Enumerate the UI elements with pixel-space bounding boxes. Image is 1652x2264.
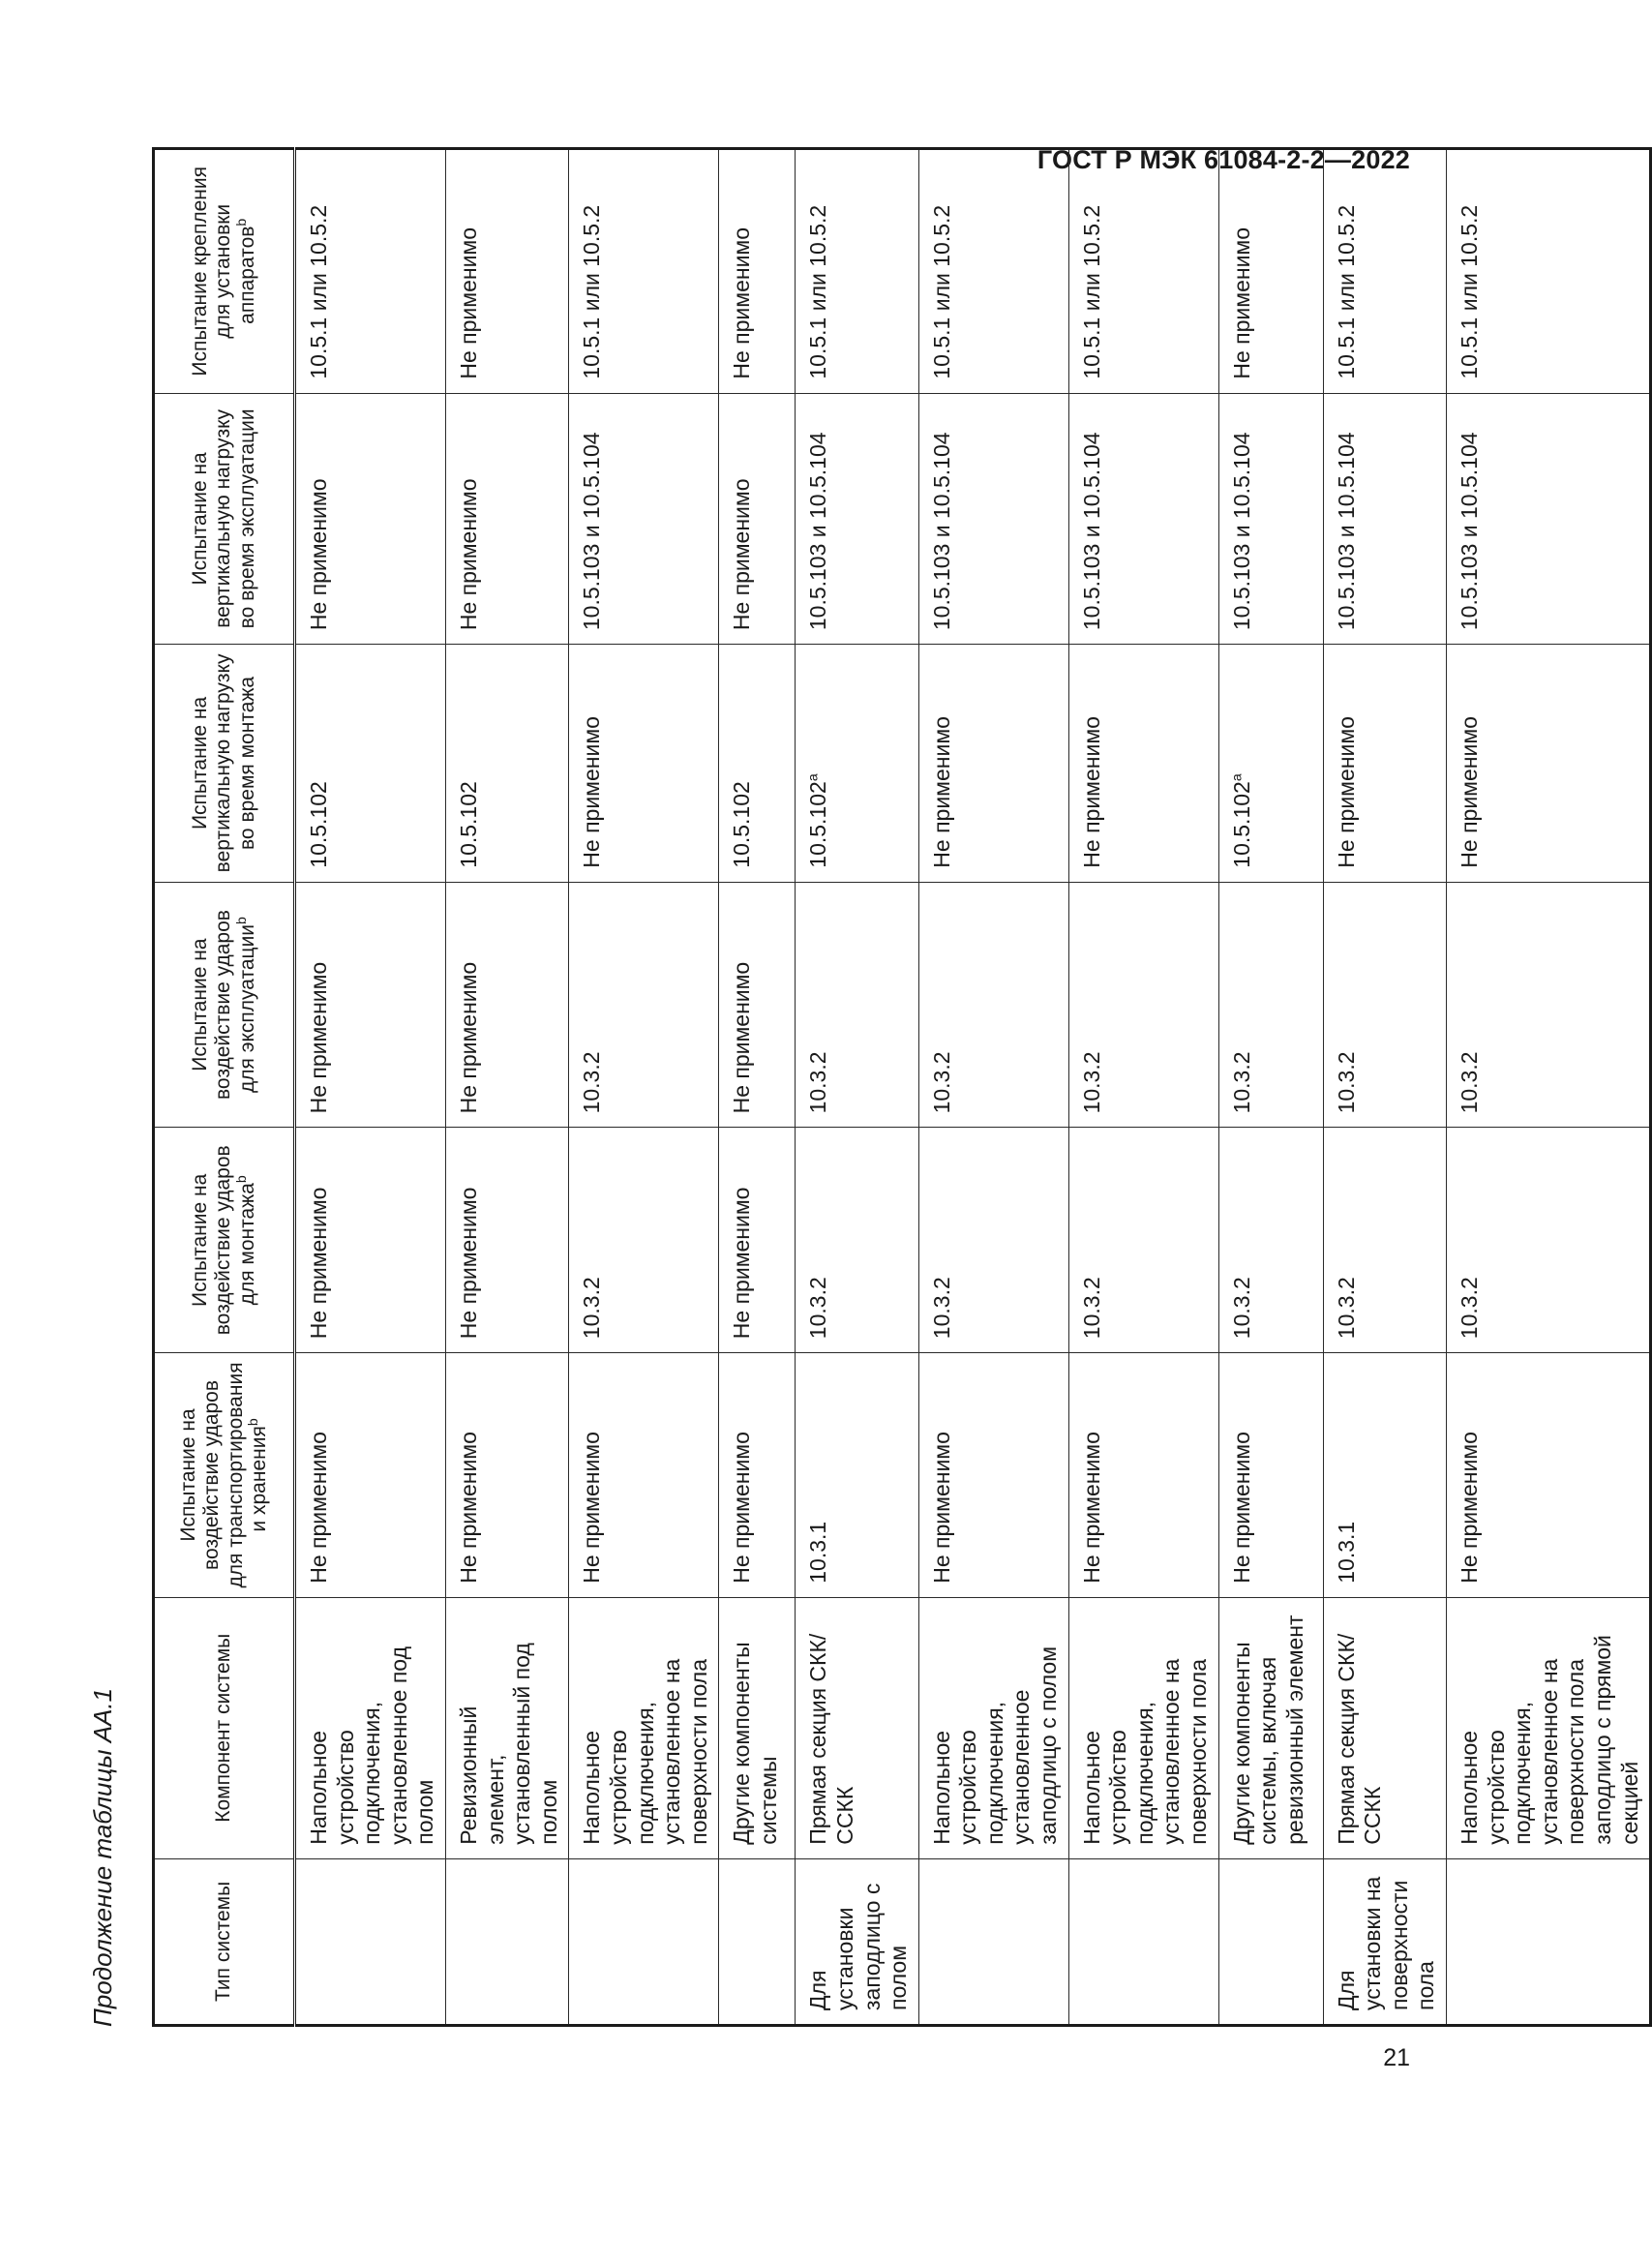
test-value-cell — [1323, 149, 1446, 394]
column-header-text: Испытание на воздействие ударов для эксплуатации — [189, 910, 258, 1101]
column-header — [154, 1128, 295, 1353]
component-cell-text: Прямая секция СКК/ССКК — [1333, 1633, 1386, 1845]
table-row — [719, 149, 796, 2026]
component-cell — [1218, 1597, 1323, 1858]
test-value-cell — [1447, 149, 1651, 394]
test-value-cell-text: Не применимо — [729, 1187, 755, 1340]
component-cell-text: Другие компоненты системы, включая ревизионный элемент — [1228, 1615, 1307, 1845]
test-value-cell-text: Не применимо — [579, 1432, 605, 1584]
test-value-cell-text: Не применимо — [306, 1432, 331, 1584]
test-value-cell-text: Не применимо — [1228, 226, 1254, 379]
test-value-cell — [796, 1128, 918, 1353]
column-header-text: Испытание крепления для установки аппаратов — [189, 166, 258, 377]
test-table — [152, 147, 1652, 2027]
column-header-text: Испытание на вертикальную нагрузку во время монтажа — [189, 653, 258, 873]
column-header-text: Испытание на вертикальную нагрузку во время эксплуатации — [189, 408, 258, 629]
test-value-cell — [569, 1353, 719, 1598]
test-value-cell — [1323, 882, 1446, 1128]
test-value-cell-text: 10.3.1 — [1333, 1521, 1359, 1584]
test-value-cell — [445, 1128, 568, 1353]
system-type-cell — [918, 1858, 1068, 2025]
test-value-cell — [295, 645, 446, 883]
test-value-cell — [719, 393, 796, 645]
test-value-cell — [1218, 149, 1323, 394]
test-value-cell — [1447, 1353, 1651, 1598]
test-value-cell-text: 10.3.2 — [1333, 1277, 1359, 1340]
column-header-text: Компонент системы — [212, 1633, 235, 1823]
test-value-cell — [569, 393, 719, 645]
test-value-cell-text: Не применимо — [306, 1187, 331, 1340]
test-value-cell-text: 10.3.2 — [1078, 1277, 1104, 1340]
test-value-cell-text: 10.3.2 — [805, 1051, 831, 1114]
table-row — [445, 149, 568, 2026]
table-row — [1323, 149, 1446, 2026]
system-type-cell — [719, 1858, 796, 2025]
test-value-cell-text: 10.3.2 — [805, 1277, 831, 1340]
test-value-cell-text: Не применимо — [455, 478, 481, 631]
test-value-cell-text: Не применимо — [729, 226, 755, 379]
component-cell — [796, 1597, 918, 1858]
test-value-cell — [918, 645, 1068, 883]
column-header-text: Испытание на воздействие ударов для монтажа — [189, 1145, 258, 1336]
test-value-cell-text: 10.5.1 или 10.5.2 — [1457, 204, 1482, 379]
test-value-cell-text: 10.3.2 — [579, 1051, 605, 1114]
test-value-cell — [295, 149, 446, 394]
test-value-cell — [569, 1128, 719, 1353]
test-value-cell — [918, 149, 1068, 394]
test-value-cell — [569, 149, 719, 394]
test-value-cell-text: Не применимо — [579, 716, 605, 868]
test-value-cell — [1068, 645, 1218, 883]
test-value-cell-text: Не применимо — [928, 1432, 954, 1584]
table-row — [1447, 149, 1651, 2026]
test-value-cell-text: 10.5.1 или 10.5.2 — [805, 204, 831, 379]
footnote-mark: b — [232, 917, 249, 924]
test-value-cell-text: 10.5.1 или 10.5.2 — [306, 204, 331, 379]
system-type-cell — [569, 1858, 719, 2025]
test-value-cell-text: 10.3.2 — [1457, 1051, 1482, 1114]
test-value-cell — [1323, 1353, 1446, 1598]
test-value-cell — [569, 882, 719, 1128]
footnote-mark: a — [1227, 773, 1244, 782]
test-value-cell — [1068, 149, 1218, 394]
test-value-cell-text: 10.5.1 или 10.5.2 — [579, 204, 605, 379]
test-value-cell-text: Не применимо — [455, 226, 481, 379]
test-value-cell — [1447, 1128, 1651, 1353]
test-value-cell — [1447, 645, 1651, 883]
test-value-cell — [1218, 645, 1323, 883]
footnote-mark: a — [804, 773, 821, 782]
column-header — [154, 1858, 295, 2025]
test-value-cell-text: 10.5.103 и 10.5.104 — [1078, 432, 1104, 631]
table-row — [1068, 149, 1218, 2026]
test-value-cell — [918, 393, 1068, 645]
component-cell-text: Ревизионный элемент, установленный под полом — [455, 1643, 561, 1845]
component-cell-text: Напольное устройство подключения, установленное на поверхности пола заподлицо с прямой секцией — [1457, 1635, 1642, 1845]
test-value-cell-text: Не применимо — [1078, 1432, 1104, 1584]
test-value-cell-text: Не применимо — [1457, 716, 1482, 868]
test-value-cell-text: 10.5.103 и 10.5.104 — [928, 432, 954, 631]
component-cell-text: Напольное устройство подключения, установленное на поверхности пола — [579, 1658, 711, 1845]
test-value-cell-text: 10.5.102 — [729, 781, 755, 868]
component-cell — [719, 1597, 796, 1858]
test-value-cell-text: 10.5.102 — [1228, 781, 1254, 868]
test-value-cell — [918, 882, 1068, 1128]
test-value-cell-text: 10.5.1 или 10.5.2 — [1333, 204, 1359, 379]
test-value-cell-text: Не применимо — [1228, 1432, 1254, 1584]
test-value-cell-text: 10.3.2 — [928, 1277, 954, 1340]
test-value-cell — [295, 882, 446, 1128]
test-value-cell — [1218, 1128, 1323, 1353]
test-value-cell-text: Не применимо — [455, 1432, 481, 1584]
test-value-cell-text: 10.5.103 и 10.5.104 — [1228, 432, 1254, 631]
footnote-mark: b — [244, 1418, 260, 1427]
test-value-cell-text: 10.5.1 или 10.5.2 — [928, 204, 954, 379]
test-value-cell-text: 10.3.2 — [928, 1051, 954, 1114]
component-cell — [569, 1597, 719, 1858]
system-type-cell — [1068, 1858, 1218, 2025]
test-value-cell — [796, 1353, 918, 1598]
column-header — [154, 882, 295, 1128]
test-value-cell — [1068, 1128, 1218, 1353]
test-value-cell-text: 10.3.2 — [1228, 1277, 1254, 1340]
test-value-cell-text: 10.3.1 — [805, 1521, 831, 1584]
test-value-cell-text: Не применимо — [1078, 716, 1104, 868]
test-value-cell — [1068, 1353, 1218, 1598]
table-row — [569, 149, 719, 2026]
table-row — [295, 149, 446, 2026]
test-value-cell — [1068, 393, 1218, 645]
test-value-cell-text: Не применимо — [455, 961, 481, 1114]
test-value-cell-text: Не применимо — [928, 716, 954, 868]
test-value-cell — [796, 149, 918, 394]
system-type-cell-text: Для установки на поверхности пола — [1333, 1876, 1439, 2010]
column-header — [154, 645, 295, 883]
test-value-cell — [295, 393, 446, 645]
test-value-cell — [796, 393, 918, 645]
column-header — [154, 393, 295, 645]
component-cell — [445, 1597, 568, 1858]
test-value-cell-text: 10.5.103 и 10.5.104 — [1333, 432, 1359, 631]
test-value-cell-text: 10.3.2 — [1078, 1051, 1104, 1114]
test-value-cell-text: 10.3.2 — [579, 1277, 605, 1340]
test-value-cell-text: Не применимо — [1457, 1432, 1482, 1584]
system-type-cell — [445, 1858, 568, 2025]
system-type-cell-text: Для установки заподлицо с полом — [805, 1883, 912, 2010]
test-value-cell-text: 10.5.102 — [306, 781, 331, 868]
test-value-cell-text: 10.3.2 — [1228, 1051, 1254, 1114]
test-value-cell-text: Не применимо — [729, 478, 755, 631]
test-value-cell-text: Не применимо — [1333, 716, 1359, 868]
test-value-cell — [719, 149, 796, 394]
component-cell — [1068, 1597, 1218, 1858]
test-value-cell — [796, 882, 918, 1128]
test-value-cell — [1068, 882, 1218, 1128]
test-value-cell — [1218, 882, 1323, 1128]
component-cell-text: Напольное устройство подключения, установленное на поверхности пола — [1078, 1658, 1212, 1845]
test-value-cell — [918, 1353, 1068, 1598]
test-value-cell-text: 10.5.103 и 10.5.104 — [1457, 432, 1482, 631]
system-type-cell — [1447, 1858, 1651, 2025]
test-value-cell — [796, 645, 918, 883]
test-value-cell-text: Не применимо — [729, 1432, 755, 1584]
test-value-cell — [445, 882, 568, 1128]
component-cell — [1323, 1597, 1446, 1858]
table-header-row — [154, 149, 295, 2026]
test-value-cell — [719, 645, 796, 883]
column-header — [154, 1597, 295, 1858]
test-value-cell-text: Не применимо — [455, 1187, 481, 1340]
footnote-mark: b — [232, 218, 249, 226]
test-value-cell-text: 10.3.2 — [1457, 1277, 1482, 1340]
table-row — [918, 149, 1068, 2026]
system-type-cell — [796, 1858, 918, 2025]
test-value-cell — [719, 882, 796, 1128]
component-cell-text: Напольное устройство подключения, установленное под полом — [306, 1646, 438, 1845]
test-value-cell-text: 10.5.103 и 10.5.104 — [579, 432, 605, 631]
test-value-cell — [1447, 882, 1651, 1128]
test-value-cell — [1323, 393, 1446, 645]
test-value-cell — [445, 1353, 568, 1598]
test-value-cell — [719, 1353, 796, 1598]
column-header — [154, 1353, 295, 1598]
table-caption: Продолжение таблицы АА.1 — [88, 1687, 117, 2027]
footnote-mark: b — [232, 1175, 249, 1184]
test-value-cell-text: 10.5.102 — [805, 781, 831, 868]
test-value-cell-text: Не применимо — [729, 961, 755, 1114]
test-value-cell — [1447, 393, 1651, 645]
test-value-cell — [1323, 1128, 1446, 1353]
table-row — [1218, 149, 1323, 2026]
component-cell-text: Прямая секция СКК/ССКК — [805, 1633, 857, 1845]
test-value-cell — [445, 393, 568, 645]
test-value-cell — [1218, 1353, 1323, 1598]
component-cell-text: Напольное устройство подключения, установленное заподлицо с полом — [928, 1645, 1062, 1845]
system-type-cell — [295, 1858, 446, 2025]
system-type-cell — [1218, 1858, 1323, 2025]
test-value-cell — [295, 1353, 446, 1598]
test-value-cell — [1218, 393, 1323, 645]
test-value-cell — [1323, 645, 1446, 883]
column-header-text: Испытание на воздействие ударов для транспортирования и хранения — [177, 1362, 270, 1588]
test-value-cell-text: 10.5.1 или 10.5.2 — [1078, 204, 1104, 379]
test-value-cell — [719, 1128, 796, 1353]
test-value-cell — [445, 149, 568, 394]
test-value-cell-text: 10.5.102 — [455, 781, 481, 868]
test-value-cell-text: 10.3.2 — [1333, 1051, 1359, 1114]
table-row — [796, 149, 918, 2026]
test-value-cell — [918, 1128, 1068, 1353]
rotated-table-container — [88, 147, 1642, 2027]
test-value-cell-text: Не применимо — [306, 478, 331, 631]
standard-code: ГОСТ Р МЭК 61084-2-2—2022 — [1036, 145, 1410, 174]
component-cell — [1447, 1597, 1651, 1858]
test-value-cell — [569, 645, 719, 883]
component-cell-text: Другие компоненты системы — [729, 1642, 781, 1845]
test-value-cell-text: 10.5.103 и 10.5.104 — [805, 432, 831, 631]
page-number: 21 — [1383, 2044, 1410, 2071]
column-header-text: Тип системы — [212, 1881, 235, 2002]
system-type-cell — [1323, 1858, 1446, 2025]
component-cell — [918, 1597, 1068, 1858]
component-cell — [295, 1597, 446, 1858]
test-value-cell-text: Не применимо — [306, 961, 331, 1114]
test-value-cell — [445, 645, 568, 883]
test-value-cell — [295, 1128, 446, 1353]
column-header — [154, 149, 295, 394]
